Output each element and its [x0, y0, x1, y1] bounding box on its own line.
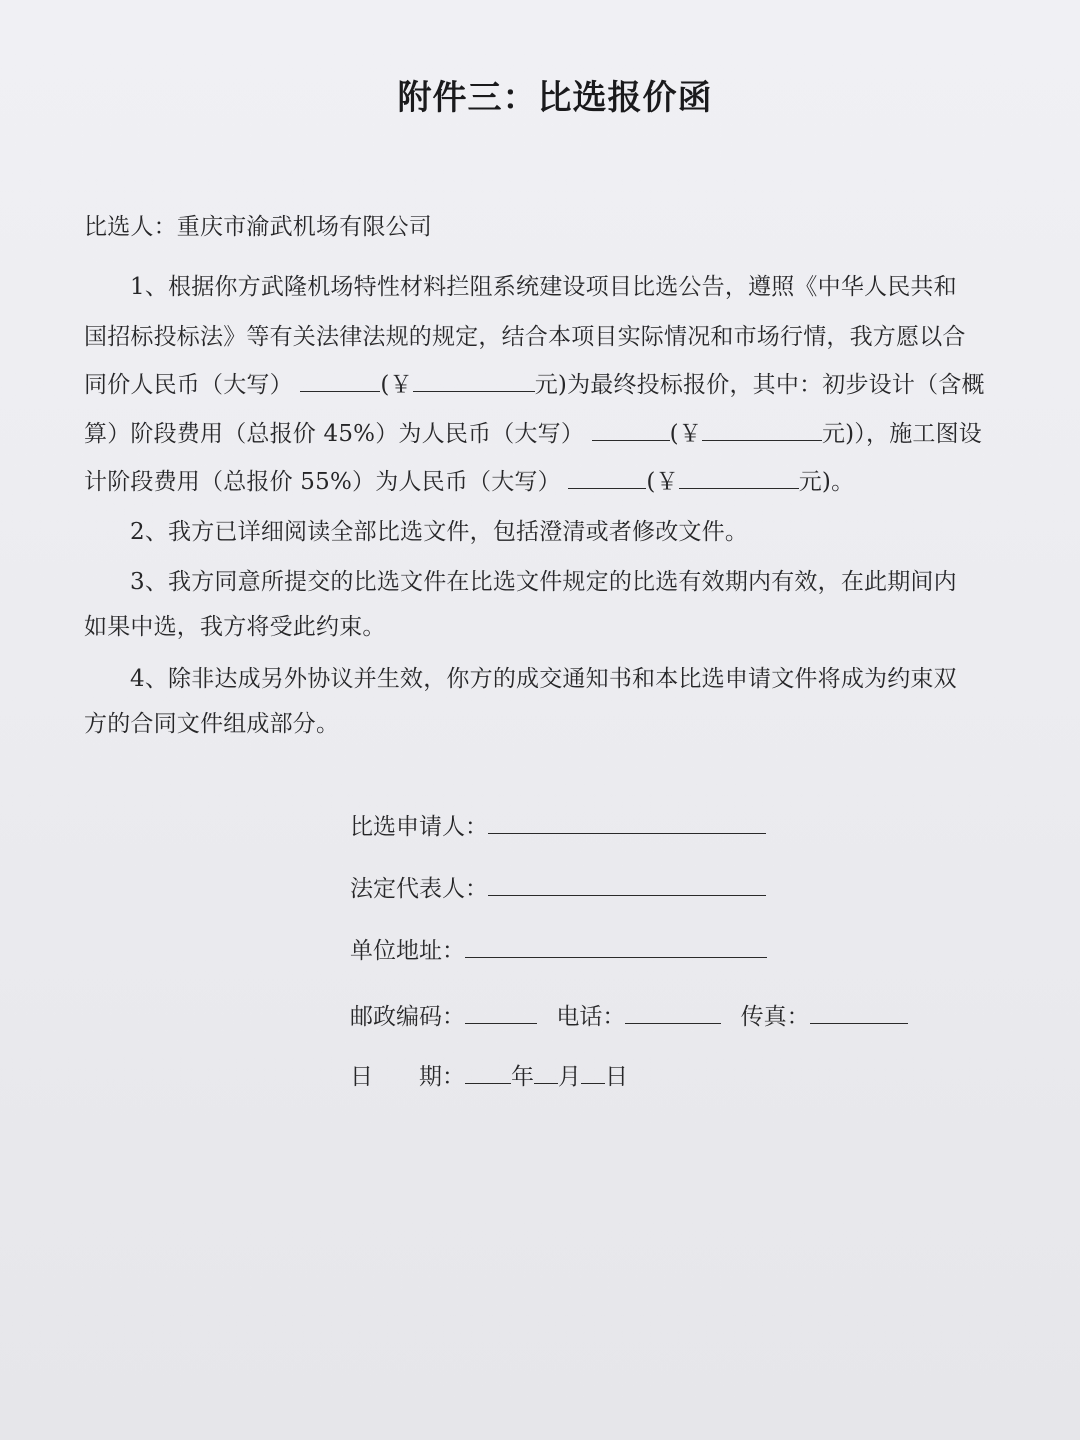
phone-label: 电话： [556, 1004, 626, 1030]
p1-line4-text-c: 元)），施工图设 [821, 421, 983, 447]
p1-line3-text-c: 元)为最终投标报价，其中：初步设计（含概 [534, 372, 985, 398]
p4-line2: 方的合同文件组成部分。 [84, 711, 340, 737]
day-label: 日 [605, 1064, 628, 1090]
prelim-design-words-blank[interactable] [592, 420, 670, 441]
legal-rep-row [350, 870, 766, 903]
p1-line2: 国招标投标法》等有关法律法规的规定，结合本项目实际情况和市场行情，我方愿以合 [84, 324, 966, 350]
prelim-design-figure-blank[interactable] [702, 420, 822, 441]
postcode-label: 邮政编码： [350, 1004, 465, 1030]
applicant-row [350, 808, 766, 841]
p1-line5-text-b: (￥ [646, 469, 679, 495]
postcode-input[interactable] [465, 1001, 537, 1024]
legal-rep-label: 法定代表人： [350, 876, 488, 902]
p3-line1: 3、我方同意所提交的比选文件在比选文件规定的比选有效期内有效，在此期间内 [130, 569, 957, 595]
total-price-words-blank[interactable] [300, 371, 380, 392]
address-input[interactable] [465, 935, 767, 958]
p1-line3-text-a: 同价人民币（大写） [84, 372, 293, 398]
p4-line1: 4、除非达成另外协议并生效，你方的成交通知书和本比选申请文件将成为约束双 [130, 666, 957, 692]
year-label: 年 [511, 1064, 534, 1090]
month-label: 月 [558, 1064, 581, 1090]
date-label: 日 期： [350, 1064, 465, 1090]
date-row [350, 1058, 628, 1091]
month-input[interactable] [534, 1061, 558, 1084]
p3-line2: 如果中选，我方将受此约束。 [84, 614, 386, 640]
applicant-label: 比选申请人： [350, 814, 488, 840]
address-label: 单位地址： [350, 938, 465, 964]
p1-line4-text-b: (￥ [669, 421, 702, 447]
construction-design-figure-blank[interactable] [679, 468, 799, 489]
fax-input[interactable] [810, 1001, 908, 1024]
p1-line3 [84, 366, 985, 399]
construction-design-words-blank[interactable] [568, 468, 646, 489]
p1-line5 [84, 463, 854, 496]
day-input[interactable] [581, 1061, 605, 1084]
contact-row [350, 998, 908, 1031]
p1-line5-text-a: 计阶段费用（总报价 55%）为人民币（大写） [84, 469, 561, 495]
p1-line1: 1、根据你方武隆机场特性材料拦阻系统建设项目比选公告，遵照《中华人民共和 [130, 274, 957, 300]
page-title: 附件三：比选报价函 [397, 78, 713, 118]
year-input[interactable] [465, 1061, 511, 1084]
applicant-input[interactable] [488, 811, 766, 834]
recipient-line: 比选人：重庆市渝武机场有限公司 [84, 214, 432, 240]
total-price-figure-blank[interactable] [413, 371, 535, 392]
p1-line4-text-a: 算）阶段费用（总报价 45%）为人民币（大写） [84, 421, 585, 447]
legal-rep-input[interactable] [488, 873, 766, 896]
p1-line3-text-b: (￥ [380, 372, 413, 398]
p2-line1: 2、我方已详细阅读全部比选文件，包括澄清或者修改文件。 [130, 519, 749, 545]
p1-line5-text-c: 元)。 [798, 469, 855, 495]
address-row [350, 932, 767, 965]
fax-label: 传真： [740, 1004, 810, 1030]
phone-input[interactable] [625, 1001, 721, 1024]
p1-line4 [84, 415, 982, 448]
